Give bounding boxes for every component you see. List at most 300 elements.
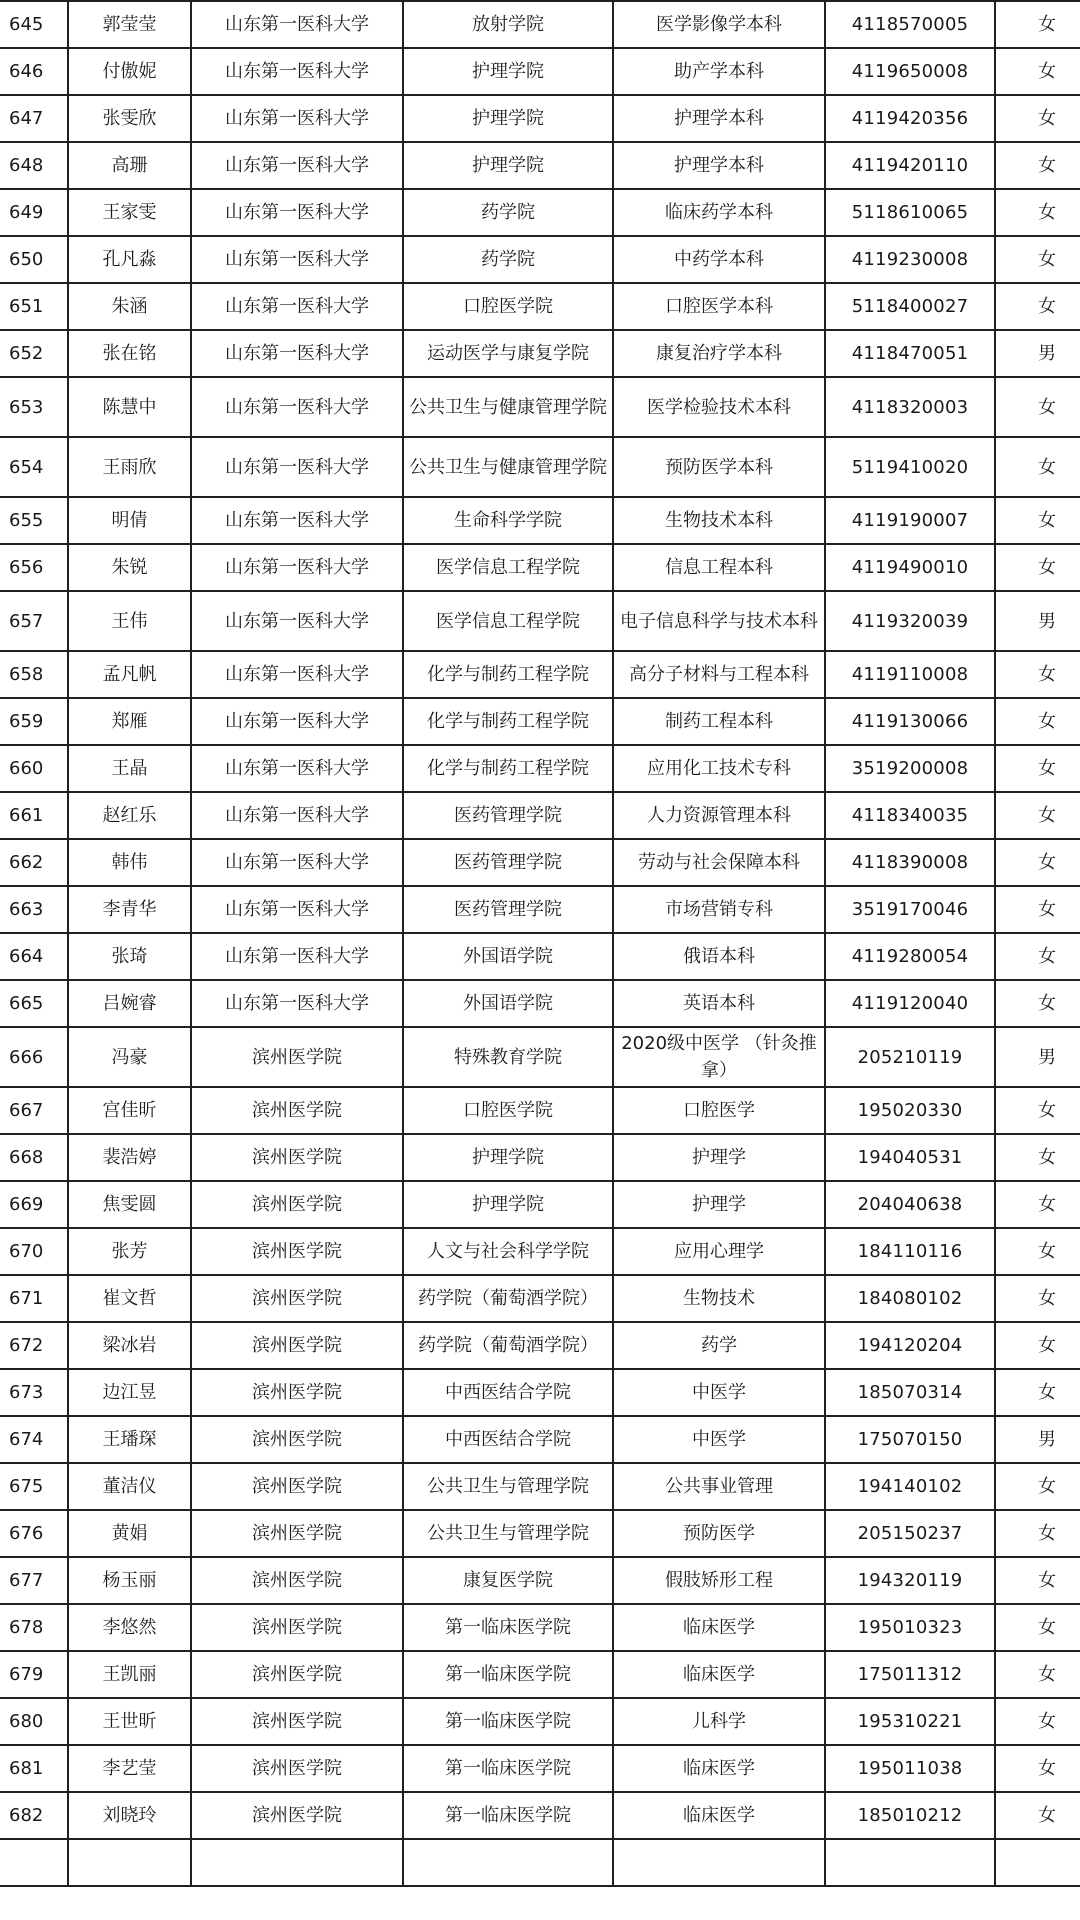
row-number-cell: 646 [0,48,68,95]
school-cell: 滨州医学院 [191,1651,403,1698]
gender-cell: 女 [995,1651,1080,1698]
gender-cell: 女 [995,1369,1080,1416]
gender-cell: 女 [995,1134,1080,1181]
student-id-cell: 4119120040 [825,980,995,1027]
major-cell: 2020级中医学 （针灸推拿） [613,1027,825,1087]
major-cell: 儿科学 [613,1698,825,1745]
row-number-cell: 666 [0,1027,68,1087]
student-name-cell: 李悠然 [68,1604,191,1651]
major-cell: 俄语本科 [613,933,825,980]
major-cell: 生物技术本科 [613,497,825,544]
gender-cell: 女 [995,1792,1080,1839]
student-id-cell: 204040638 [825,1181,995,1228]
student-id-cell: 185010212 [825,1792,995,1839]
student-id-cell: 184080102 [825,1275,995,1322]
gender-cell: 男 [995,330,1080,377]
major-cell: 中医学 [613,1369,825,1416]
major-cell: 制药工程本科 [613,698,825,745]
student-id-cell: 205210119 [825,1027,995,1087]
college-cell: 药学院 [403,236,613,283]
row-number-cell: 650 [0,236,68,283]
student-name-cell: 李艺莹 [68,1745,191,1792]
student-id-cell: 205150237 [825,1510,995,1557]
school-cell: 滨州医学院 [191,1416,403,1463]
row-number-cell: 677 [0,1557,68,1604]
student-name-cell: 梁冰岩 [68,1322,191,1369]
gender-cell: 女 [995,437,1080,497]
student-name-cell: 陈慧中 [68,377,191,437]
student-id-cell: 4119320039 [825,591,995,651]
student-name-cell: 王家雯 [68,189,191,236]
student-name-cell: 张芳 [68,1228,191,1275]
school-cell: 山东第一医科大学 [191,651,403,698]
school-cell: 山东第一医科大学 [191,839,403,886]
table-row [0,1463,1080,1510]
table-row [0,1557,1080,1604]
student-id-cell: 4118570005 [825,1,995,48]
gender-cell: 女 [995,1698,1080,1745]
college-cell: 放射学院 [403,1,613,48]
table-row [0,591,1080,651]
college-cell: 外国语学院 [403,980,613,1027]
row-number-cell: 667 [0,1087,68,1134]
student-id-cell: 5118400027 [825,283,995,330]
student-id-cell: 194140102 [825,1463,995,1510]
college-cell: 公共卫生与管理学院 [403,1463,613,1510]
major-cell: 临床医学 [613,1604,825,1651]
student-name-cell: 张雯欣 [68,95,191,142]
table-row [0,1181,1080,1228]
student-id-cell: 195011038 [825,1745,995,1792]
major-cell: 假肢矫形工程 [613,1557,825,1604]
school-cell: 山东第一医科大学 [191,933,403,980]
table-row [0,980,1080,1027]
row-number-cell: 647 [0,95,68,142]
college-cell: 生命科学学院 [403,497,613,544]
row-number-cell: 649 [0,189,68,236]
college-cell: 护理学院 [403,1181,613,1228]
student-name-cell: 王璠琛 [68,1416,191,1463]
major-cell: 口腔医学本科 [613,283,825,330]
major-cell: 人力资源管理本科 [613,792,825,839]
college-cell: 化学与制药工程学院 [403,651,613,698]
student-name-cell: 高珊 [68,142,191,189]
major-cell: 医学检验技术本科 [613,377,825,437]
row-number-cell: 670 [0,1228,68,1275]
gender-cell: 女 [995,1322,1080,1369]
row-number-cell: 655 [0,497,68,544]
table-row [0,377,1080,437]
student-name-cell: 郭莹莹 [68,1,191,48]
student-name-cell: 赵红乐 [68,792,191,839]
major-cell: 护理学本科 [613,95,825,142]
major-cell: 中药学本科 [613,236,825,283]
row-number-cell: 664 [0,933,68,980]
school-cell: 滨州医学院 [191,1027,403,1087]
table-row [0,142,1080,189]
student-id-cell: 4119190007 [825,497,995,544]
student-name-cell: 孔凡淼 [68,236,191,283]
gender-cell: 女 [995,377,1080,437]
gender-cell: 女 [995,651,1080,698]
student-name-cell: 明倩 [68,497,191,544]
school-cell: 山东第一医科大学 [191,1,403,48]
gender-cell: 女 [995,1510,1080,1557]
major-cell: 护理学 [613,1181,825,1228]
row-number-cell: 656 [0,544,68,591]
student-name-cell: 张在铭 [68,330,191,377]
table-row [0,1275,1080,1322]
college-cell: 护理学院 [403,48,613,95]
table-row [0,792,1080,839]
college-cell: 医药管理学院 [403,839,613,886]
major-cell: 公共事业管理 [613,1463,825,1510]
school-cell: 山东第一医科大学 [191,236,403,283]
student-id-cell: 195010323 [825,1604,995,1651]
gender-cell: 女 [995,1463,1080,1510]
row-number-cell [0,1839,68,1886]
student-name-cell: 付傲妮 [68,48,191,95]
row-number-cell: 657 [0,591,68,651]
gender-cell: 女 [995,1,1080,48]
student-id-cell: 4119130066 [825,698,995,745]
table-row [0,651,1080,698]
row-number-cell: 672 [0,1322,68,1369]
major-cell: 临床医学 [613,1745,825,1792]
major-cell: 电子信息科学与技术本科 [613,591,825,651]
college-cell: 医药管理学院 [403,792,613,839]
major-cell: 中医学 [613,1416,825,1463]
gender-cell: 女 [995,980,1080,1027]
row-number-cell: 669 [0,1181,68,1228]
gender-cell: 女 [995,48,1080,95]
row-number-cell: 663 [0,886,68,933]
gender-cell: 女 [995,1745,1080,1792]
school-cell: 滨州医学院 [191,1322,403,1369]
student-name-cell: 刘晓玲 [68,1792,191,1839]
row-number-cell: 661 [0,792,68,839]
student-id-cell: 194320119 [825,1557,995,1604]
table-row [0,283,1080,330]
row-number-cell: 654 [0,437,68,497]
table-row [0,1698,1080,1745]
major-cell: 护理学本科 [613,142,825,189]
student-name-cell: 王雨欣 [68,437,191,497]
table-row [0,189,1080,236]
gender-cell: 女 [995,698,1080,745]
student-name-cell: 郑雁 [68,698,191,745]
gender-cell: 女 [995,745,1080,792]
college-cell: 公共卫生与管理学院 [403,1510,613,1557]
student-name-cell: 裴浩婷 [68,1134,191,1181]
college-cell: 口腔医学院 [403,1087,613,1134]
school-cell: 山东第一医科大学 [191,980,403,1027]
row-number-cell: 679 [0,1651,68,1698]
student-name-cell: 崔文哲 [68,1275,191,1322]
student-name-cell: 宫佳昕 [68,1087,191,1134]
major-cell: 应用心理学 [613,1228,825,1275]
school-cell: 山东第一医科大学 [191,48,403,95]
school-cell: 山东第一医科大学 [191,437,403,497]
school-cell [191,1839,403,1886]
major-cell: 信息工程本科 [613,544,825,591]
row-number-cell: 651 [0,283,68,330]
student-id-cell: 184110116 [825,1228,995,1275]
gender-cell: 女 [995,1087,1080,1134]
row-number-cell: 652 [0,330,68,377]
gender-cell: 男 [995,1416,1080,1463]
student-name-cell: 王世昕 [68,1698,191,1745]
gender-cell: 女 [995,792,1080,839]
college-cell: 运动医学与康复学院 [403,330,613,377]
college-cell: 人文与社会科学学院 [403,1228,613,1275]
major-cell: 生物技术 [613,1275,825,1322]
table-row [0,48,1080,95]
gender-cell: 女 [995,933,1080,980]
college-cell: 公共卫生与健康管理学院 [403,377,613,437]
student-id-cell: 5118610065 [825,189,995,236]
student-name-cell: 王凯丽 [68,1651,191,1698]
student-name-cell: 黄娟 [68,1510,191,1557]
student-name-cell: 王晶 [68,745,191,792]
table-row [0,745,1080,792]
gender-cell: 女 [995,886,1080,933]
student-id-cell: 4119650008 [825,48,995,95]
table-row [0,1792,1080,1839]
row-number-cell: 645 [0,1,68,48]
row-number-cell: 668 [0,1134,68,1181]
gender-cell: 女 [995,189,1080,236]
student-id-cell: 3519200008 [825,745,995,792]
student-name-cell: 朱锐 [68,544,191,591]
school-cell: 滨州医学院 [191,1369,403,1416]
table-row [0,236,1080,283]
gender-cell: 女 [995,1557,1080,1604]
table-row [0,497,1080,544]
table-row [0,437,1080,497]
row-number-cell: 653 [0,377,68,437]
major-cell: 药学 [613,1322,825,1369]
major-cell: 劳动与社会保障本科 [613,839,825,886]
table-row [0,1416,1080,1463]
student-name-cell: 孟凡帆 [68,651,191,698]
table-row [0,933,1080,980]
student-name-cell: 李青华 [68,886,191,933]
college-cell: 中西医结合学院 [403,1369,613,1416]
college-cell: 口腔医学院 [403,283,613,330]
row-number-cell: 674 [0,1416,68,1463]
student-name-cell: 焦雯圆 [68,1181,191,1228]
student-id-cell: 195310221 [825,1698,995,1745]
school-cell: 滨州医学院 [191,1792,403,1839]
table-row [0,839,1080,886]
table-row [0,1369,1080,1416]
student-id-cell: 4118470051 [825,330,995,377]
table-row [0,1134,1080,1181]
school-cell: 滨州医学院 [191,1181,403,1228]
student-id-cell: 4119280054 [825,933,995,980]
major-cell: 市场营销专科 [613,886,825,933]
table-row [0,1745,1080,1792]
student-id-cell [825,1839,995,1886]
college-cell: 药学院 [403,189,613,236]
row-number-cell: 681 [0,1745,68,1792]
gender-cell: 男 [995,591,1080,651]
college-cell: 第一临床医学院 [403,1792,613,1839]
college-cell: 化学与制药工程学院 [403,745,613,792]
college-cell: 中西医结合学院 [403,1416,613,1463]
college-cell: 护理学院 [403,1134,613,1181]
school-cell: 山东第一医科大学 [191,95,403,142]
school-cell: 山东第一医科大学 [191,377,403,437]
school-cell: 山东第一医科大学 [191,792,403,839]
major-cell: 高分子材料与工程本科 [613,651,825,698]
college-cell: 医药管理学院 [403,886,613,933]
gender-cell: 女 [995,1181,1080,1228]
gender-cell: 女 [995,544,1080,591]
college-cell: 康复医学院 [403,1557,613,1604]
school-cell: 滨州医学院 [191,1557,403,1604]
table-row [0,1604,1080,1651]
school-cell: 滨州医学院 [191,1604,403,1651]
school-cell: 滨州医学院 [191,1134,403,1181]
school-cell: 山东第一医科大学 [191,698,403,745]
row-number-cell: 648 [0,142,68,189]
student-id-cell: 4119230008 [825,236,995,283]
row-number-cell: 662 [0,839,68,886]
college-cell: 第一临床医学院 [403,1745,613,1792]
row-number-cell: 680 [0,1698,68,1745]
college-cell: 医学信息工程学院 [403,591,613,651]
school-cell: 滨州医学院 [191,1745,403,1792]
row-number-cell: 678 [0,1604,68,1651]
student-name-cell: 冯豪 [68,1027,191,1087]
table-row [0,330,1080,377]
student-id-cell: 5119410020 [825,437,995,497]
major-cell: 康复治疗学本科 [613,330,825,377]
student-name-cell [68,1839,191,1886]
school-cell: 滨州医学院 [191,1275,403,1322]
student-name-cell: 张琦 [68,933,191,980]
row-number-cell: 682 [0,1792,68,1839]
gender-cell: 女 [995,1228,1080,1275]
table-row [0,1,1080,48]
row-number-cell: 660 [0,745,68,792]
major-cell [613,1839,825,1886]
college-cell: 公共卫生与健康管理学院 [403,437,613,497]
student-name-cell: 王伟 [68,591,191,651]
gender-cell: 女 [995,95,1080,142]
school-cell: 山东第一医科大学 [191,591,403,651]
gender-cell [995,1839,1080,1886]
gender-cell: 女 [995,1604,1080,1651]
table-row [0,698,1080,745]
row-number-cell: 658 [0,651,68,698]
row-number-cell: 665 [0,980,68,1027]
gender-cell: 女 [995,1275,1080,1322]
row-number-cell: 671 [0,1275,68,1322]
student-id-cell: 175011312 [825,1651,995,1698]
student-name-cell: 吕婉睿 [68,980,191,1027]
student-id-cell: 175070150 [825,1416,995,1463]
student-id-cell: 4119420110 [825,142,995,189]
college-cell: 医学信息工程学院 [403,544,613,591]
college-cell: 第一临床医学院 [403,1698,613,1745]
major-cell: 英语本科 [613,980,825,1027]
gender-cell: 女 [995,497,1080,544]
student-id-cell: 4119110008 [825,651,995,698]
table-row [0,95,1080,142]
table-row [0,1651,1080,1698]
school-cell: 山东第一医科大学 [191,544,403,591]
student-id-cell: 194120204 [825,1322,995,1369]
student-name-cell: 朱涵 [68,283,191,330]
student-id-cell: 194040531 [825,1134,995,1181]
college-cell: 特殊教育学院 [403,1027,613,1087]
school-cell: 山东第一医科大学 [191,497,403,544]
college-cell: 药学院（葡萄酒学院） [403,1275,613,1322]
gender-cell: 男 [995,1027,1080,1087]
college-cell: 护理学院 [403,95,613,142]
school-cell: 山东第一医科大学 [191,189,403,236]
school-cell: 山东第一医科大学 [191,330,403,377]
table-row [0,1322,1080,1369]
major-cell: 临床药学本科 [613,189,825,236]
table-row [0,886,1080,933]
school-cell: 山东第一医科大学 [191,142,403,189]
row-number-cell: 675 [0,1463,68,1510]
gender-cell: 女 [995,839,1080,886]
gender-cell: 女 [995,236,1080,283]
major-cell: 临床医学 [613,1792,825,1839]
school-cell: 滨州医学院 [191,1087,403,1134]
table-row [0,1087,1080,1134]
table-row [0,544,1080,591]
table-row [0,1510,1080,1557]
school-cell: 滨州医学院 [191,1698,403,1745]
roster-body [0,1,1080,1886]
row-number-cell: 673 [0,1369,68,1416]
student-id-cell: 4118320003 [825,377,995,437]
major-cell: 临床医学 [613,1651,825,1698]
student-id-cell: 4118390008 [825,839,995,886]
college-cell: 外国语学院 [403,933,613,980]
school-cell: 滨州医学院 [191,1228,403,1275]
row-number-cell: 659 [0,698,68,745]
major-cell: 护理学 [613,1134,825,1181]
major-cell: 医学影像学本科 [613,1,825,48]
school-cell: 山东第一医科大学 [191,886,403,933]
student-name-cell: 韩伟 [68,839,191,886]
major-cell: 预防医学 [613,1510,825,1557]
table-row [0,1228,1080,1275]
major-cell: 口腔医学 [613,1087,825,1134]
student-name-cell: 董洁仪 [68,1463,191,1510]
college-cell: 护理学院 [403,142,613,189]
college-cell: 药学院（葡萄酒学院） [403,1322,613,1369]
student-id-cell: 4119490010 [825,544,995,591]
student-id-cell: 185070314 [825,1369,995,1416]
college-cell [403,1839,613,1886]
gender-cell: 女 [995,142,1080,189]
student-id-cell: 4118340035 [825,792,995,839]
major-cell: 应用化工技术专科 [613,745,825,792]
major-cell: 助产学本科 [613,48,825,95]
school-cell: 山东第一医科大学 [191,283,403,330]
table-row [0,1839,1080,1886]
gender-cell: 女 [995,283,1080,330]
student-id-cell: 3519170046 [825,886,995,933]
